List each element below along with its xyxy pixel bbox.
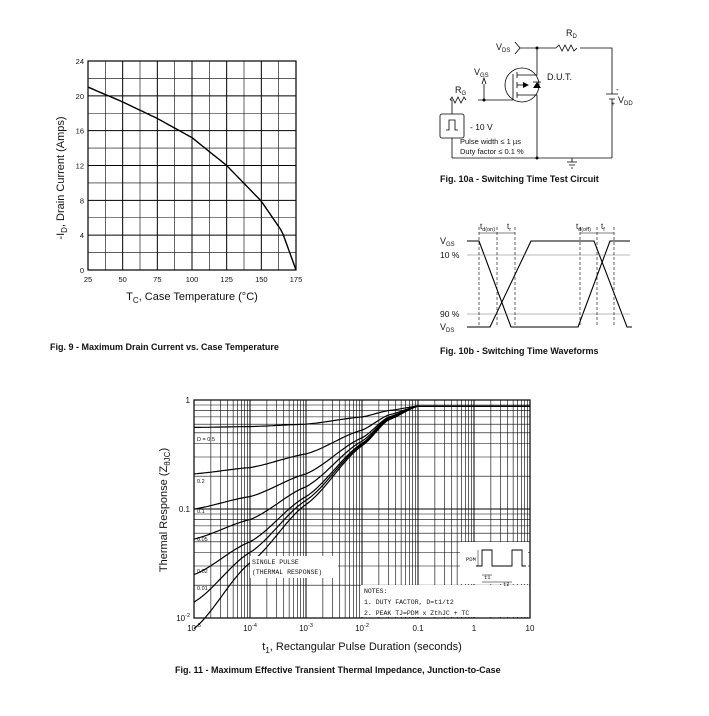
fig11-x-tick-label: 10 [525, 624, 535, 633]
fig9-y-tick-label: 0 [79, 266, 84, 275]
fig10a-rg-label: $R_G$ [455, 85, 467, 97]
fig10b-caption: Fig. 10b - Switching Time Waveforms [440, 346, 599, 356]
fig9-x-tick-label: 175 [289, 275, 303, 284]
fig9-x-tick-label: 125 [220, 275, 233, 284]
label-d05: 0.05 [197, 537, 208, 543]
fig11-x-tick-label: $10^{-5}$ [187, 623, 201, 633]
fig11-note1: 1. DUTY FACTOR, D=t1/t2 [364, 599, 454, 606]
fig9-x-tick-label: 100 [185, 275, 199, 284]
fig9-caption: Fig. 9 - Maximum Drain Current vs. Case Temperature [50, 342, 279, 352]
fig9-x-tick-label: 50 [118, 275, 127, 284]
fig10a-vdd-sign2: + [611, 101, 616, 108]
fig10b-vgs-label: $V_{GS}$ [440, 236, 455, 248]
fig9-x-tick-label: 75 [153, 275, 162, 284]
label-d20: 0.2 [197, 479, 205, 485]
fig11-y-tick-label: 1 [185, 396, 190, 405]
fig11-notes-title: NOTES: [364, 588, 388, 595]
fig11-t2-label: t2 [503, 581, 510, 588]
fig9-ylabel: $-I_D$, Drain Current (Amps) [55, 116, 69, 240]
fig10a-pulse-width: Pulse width ≤ 1 µs [460, 137, 521, 146]
fig10a-caption: Fig. 10a - Switching Time Test Circuit [440, 174, 599, 184]
fig10b-vds-label: $V_{DS}$ [440, 322, 455, 334]
fig9-xlabel: $T_C$, Case Temperature (°C) [126, 291, 258, 305]
label-d10: 0.1 [197, 509, 205, 515]
fig9-y-tick-label: 16 [75, 126, 84, 136]
fig9-y-tick-label: 8 [79, 196, 84, 206]
fig11-x-tick-label: $10^{-2}$ [355, 623, 369, 633]
fig11-xlabel: $t_1$, Rectangular Pulse Duration (seconds) [262, 641, 462, 655]
fig10b-td-off-label: $t_{d(off)}$ [576, 222, 591, 233]
fig10b-tr-label: $t_r$ [507, 222, 512, 233]
fig10a-vgs-label: $V_{GS}$ [474, 67, 489, 79]
fig10a-vds-label: $V_{DS}$ [496, 42, 511, 54]
fig11-caption: Fig. 11 - Maximum Effective Transient Thermal Impedance, Junction-to-Case [175, 665, 501, 675]
fig10b-tf-label: $t_f$ [601, 222, 605, 233]
fig10a-vdd-label: $V_{DD}$ [618, 95, 633, 107]
fig11-x-tick-label: 0.1 [412, 624, 424, 633]
fig11-thermal-response-label: (THERMAL RESPONSE) [252, 569, 323, 576]
label-d01: 0.01 [197, 586, 208, 592]
fig11-x-tick-label: $10^{-3}$ [299, 623, 313, 633]
fig11-t1-label: t1 [484, 574, 491, 581]
fig10a-duty-factor: Duty factor ≤ 0.1 % [460, 147, 524, 156]
fig11-pdm-label: PDM [466, 556, 476, 563]
fig9-y-tick-label: 12 [75, 161, 84, 171]
fig11-x-tick-label: 1 [471, 624, 477, 633]
fig11-y-tick-label: $10^{-2}$ [176, 613, 190, 623]
fig9-x-tick-label: 25 [83, 275, 93, 284]
fig10b-10pct-label: 10 % [440, 250, 460, 260]
fig10a-dut-label: D.U.T. [547, 72, 573, 82]
label-d02: 0.02 [197, 569, 208, 575]
label-d50: D = 0.5 [197, 437, 215, 443]
fig10a-vdd-sign: - [616, 85, 619, 94]
fig10b-90pct-label: 90 % [440, 309, 460, 319]
fig11-curve-labels [197, 437, 215, 592]
fig11-note2: 2. PEAK TJ=PDM x ZthJC + TC [364, 610, 470, 617]
fig10b-td-on-label: $t_{d(on)}$ [480, 222, 496, 233]
fig9-y-tick-label: 20 [75, 91, 84, 101]
fig11-ylabel: Thermal Response $(Z_{\theta JC})$ [158, 447, 172, 573]
fig10a-source-voltage: - 10 V [470, 122, 493, 132]
fig11-single-pulse-label: SINGLE PULSE [252, 559, 299, 566]
fig11-y-tick-label: 0.1 [178, 505, 190, 514]
fig9-x-tick-label: 150 [255, 275, 268, 284]
fig9-y-tick-label: 24 [75, 57, 84, 66]
fig11-x-tick-label: $10^{-4}$ [243, 623, 257, 633]
fig10a-rd-label: $R_D$ [566, 28, 577, 40]
fig9-y-tick-label: 4 [79, 231, 84, 241]
